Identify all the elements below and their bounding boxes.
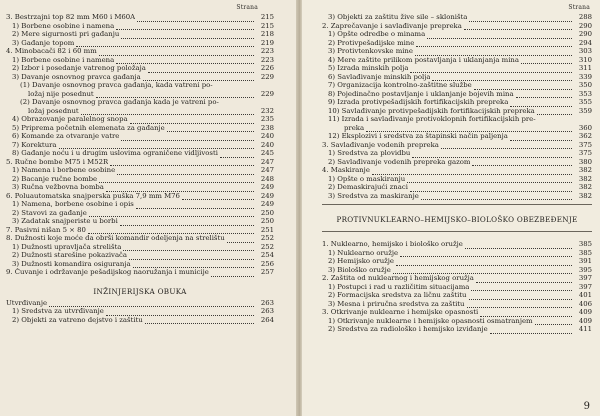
toc-entry-title: 2) Formacijska sredstva za ličnu zaštitu [328, 291, 467, 299]
leader-dots [59, 142, 254, 149]
toc-entry [6, 209, 274, 218]
toc-entry-title: 2) Savlađivanje vodenih prepreka gazom [328, 157, 471, 166]
section-title-nhb: PROTIVNUKLEARNO–HEMIJSKO–BIOLOŠKO OBEZBEĐENJE [336, 215, 578, 224]
leader-dots [472, 159, 572, 166]
toc-entry-title: 4) Obrazovanje paralelnog snopa [12, 115, 128, 123]
leader-dots [400, 250, 572, 257]
toc-entry-page: 257 [260, 268, 274, 276]
toc-entry-page: 290 [578, 21, 592, 30]
toc-entry [6, 299, 274, 308]
toc-entry-title: 2) Demaskirajući znaci [328, 183, 408, 191]
leader-dots [136, 201, 254, 208]
toc-entry-title: Utvrđivanje [6, 298, 48, 307]
toc-entry [322, 30, 592, 39]
toc-entry-page: 355 [578, 98, 592, 106]
toc-entry-page: 382 [578, 183, 592, 191]
toc-entry-page: 250 [260, 217, 274, 225]
toc-entry-page: 248 [260, 174, 274, 183]
leader-dots [88, 227, 254, 234]
toc-entry [6, 39, 274, 48]
toc-entry-page: 254 [260, 251, 274, 259]
toc-entry [6, 217, 274, 226]
toc-entry-title: 1) Postupci i rad u različitim situacijama [328, 282, 470, 291]
leader-dots [469, 292, 573, 299]
toc-entry-page: 249 [260, 200, 274, 208]
toc-entry-title: 3) Davanje osnovnog pravca gađanja [12, 72, 141, 81]
toc-entry [6, 107, 274, 116]
leader-dots [407, 176, 572, 183]
toc-entry [6, 13, 274, 22]
leader-dots [366, 125, 572, 132]
toc-entry-page: 359 [578, 106, 592, 115]
toc-entry [322, 257, 592, 266]
toc-entry [6, 47, 274, 56]
toc-entry-page: 310 [578, 55, 592, 64]
toc-entry-page: 303 [578, 47, 592, 55]
toc-entry-page: 288 [578, 13, 592, 21]
toc-entry-title: 10) Savlađivanje protivpešadijskih fortifikacijskih prepreka [328, 106, 535, 115]
leader-dots [123, 244, 254, 251]
leader-dots [516, 91, 572, 98]
toc-entry-page: 252 [260, 234, 274, 242]
toc-entry-title: ložaj posednut [28, 106, 79, 115]
toc-entry [6, 316, 274, 325]
toc-entry-page: 353 [578, 89, 592, 98]
leader-dots [49, 300, 254, 307]
leader-dots [510, 133, 572, 140]
toc-entry-title: 2) Stavovi za gađanje [12, 208, 87, 217]
toc-entry-page: 311 [578, 64, 592, 72]
section-title-inzinjerijska: INŽINJERIJSKA OBUKA [93, 286, 187, 296]
toc-entry-title: 1) Sredstva za plovidbu [328, 149, 411, 157]
toc-entry [6, 115, 274, 124]
toc-entry [322, 107, 592, 116]
toc-entry [322, 39, 592, 48]
toc-entry-page: 218 [260, 30, 274, 38]
leader-dots [471, 284, 572, 291]
toc-entry-title: 2) Bacanje ručne bombe [12, 174, 98, 183]
leader-dots [416, 40, 572, 47]
leader-dots [121, 31, 254, 38]
toc-entry [6, 158, 274, 167]
leader-dots [99, 176, 254, 183]
toc-entry-title: 12) Eksplozivi i sredstva za štapinski način paljenja [328, 132, 508, 140]
leader-dots [99, 48, 254, 55]
toc-entry [322, 124, 592, 133]
toc-entry [322, 166, 592, 175]
toc-entry-title: 1) Otkrivanje nuklearne i hemijske opasnosti osmatranjem [328, 316, 533, 325]
toc-entry [322, 90, 592, 99]
leader-dots [467, 301, 573, 308]
toc-entry-page: 382 [578, 191, 592, 200]
toc-entry-title: 8) Pojedinačno postavljanje i uklanjanje bojevih mina [328, 89, 514, 98]
toc-entry [322, 240, 592, 249]
leader-dots [96, 91, 254, 98]
toc-entry-title: 1) Opšte odredbe o minama [328, 30, 426, 38]
leader-dots [474, 82, 572, 89]
toc-entry-title: 3. Otkrivanje nuklearne i hemijske opasnosti [322, 308, 479, 316]
toc-entry-title: (1) Davanje osnovnog pravca gađanja, kada vatreni po- [20, 81, 213, 89]
toc-entry-page: 290 [578, 30, 592, 38]
toc-entry-page: 235 [260, 115, 274, 123]
toc-entry [322, 13, 592, 22]
toc-entry [6, 81, 274, 90]
toc-entry-page: 229 [260, 89, 274, 98]
toc-entry [6, 73, 274, 82]
leader-dots [427, 31, 572, 38]
toc-entry-title: 4. Minobacači 82 i 60 mm [6, 47, 97, 55]
toc-entry [6, 141, 274, 150]
toc-entry [6, 200, 274, 209]
toc-entry-title: 2) Izbor i posedanje vatrenog položaja [12, 64, 146, 72]
toc-entry-page: 375 [578, 140, 592, 149]
toc-entry-page: 215 [260, 21, 274, 30]
toc-entry-page: 382 [578, 166, 592, 174]
toc-entry-title: 7) Korektura [12, 140, 57, 149]
leader-dots [421, 193, 572, 200]
leader-dots [145, 317, 254, 324]
toc-entry-title: 5) Izrada minskih polja [328, 64, 409, 72]
toc-entry-title: 6. Poluautomatska snajperska puška 7,9 mm M76 [6, 191, 180, 200]
toc-entry [6, 243, 274, 252]
left-toc-list [6, 13, 274, 324]
toc-entry-title: (2) Davanje osnovnog pravca gađanja kada je vatreni po- [20, 98, 219, 106]
toc-entry-title: 5. Ručne bombe M75 i M52R [6, 157, 109, 166]
toc-entry-page: 362 [578, 132, 592, 140]
toc-entry-title: 1) Dužnosti upravljača strelišta [12, 242, 122, 251]
toc-entry [322, 274, 592, 283]
toc-entry-title: 3. Bestrzajni top 82 mm M60 i M60A [6, 13, 136, 21]
toc-entry-page: 401 [578, 291, 592, 299]
toc-entry [322, 175, 592, 184]
leader-dots [148, 65, 254, 72]
toc-entry-title: 2. Zaštita od nuklearnog i hemijskog oružja [322, 274, 474, 282]
toc-entry [322, 98, 592, 107]
toc-entry-title: 3) Biološko oružje [328, 265, 391, 274]
toc-entry-page: 247 [260, 166, 274, 174]
toc-entry [6, 251, 274, 260]
toc-entry-page: 223 [260, 55, 274, 64]
toc-entry [6, 175, 274, 184]
toc-entry [322, 141, 592, 150]
toc-entry [322, 183, 592, 192]
leader-dots [510, 99, 572, 106]
leader-dots [167, 125, 254, 132]
toc-entry-title: 1) Namena i borbene osobine [12, 166, 116, 174]
toc-entry-page: 219 [260, 38, 274, 47]
leader-dots [432, 74, 572, 81]
toc-entry-title: 1) Borbene osobine i namena [12, 21, 115, 30]
toc-entry [322, 73, 592, 82]
leader-dots [410, 65, 572, 72]
toc-entry-title: 2) Hemijsko oružje [328, 257, 394, 265]
toc-entry-page: 339 [578, 72, 592, 81]
toc-entry-page: 409 [578, 316, 592, 325]
toc-entry-page: 360 [578, 123, 592, 132]
toc-entry-page: 250 [260, 208, 274, 217]
toc-entry [6, 260, 274, 269]
toc-entry-title: 3) Ručna vežbovna bomba [12, 183, 104, 191]
toc-entry-page: 350 [578, 81, 592, 89]
leader-dots [89, 210, 254, 217]
toc-entry-title: preka [344, 123, 365, 132]
toc-entry-page: 247 [260, 157, 274, 166]
leader-dots [117, 167, 254, 174]
toc-entry [322, 266, 592, 275]
toc-entry-page: 294 [578, 38, 592, 47]
leader-dots [476, 275, 572, 282]
toc-entry-page: 395 [578, 265, 592, 274]
toc-entry-page: 252 [260, 242, 274, 251]
leader-dots [76, 40, 254, 47]
toc-entry [322, 149, 592, 158]
leader-dots [227, 235, 254, 242]
toc-entry-page: 385 [578, 248, 592, 257]
toc-entry-page: 263 [260, 307, 274, 315]
toc-entry [322, 249, 592, 258]
toc-entry [322, 64, 592, 73]
toc-entry [322, 325, 592, 334]
toc-entry-page: 256 [260, 259, 274, 268]
toc-entry [6, 268, 274, 277]
leader-dots [372, 167, 572, 174]
leader-dots [110, 159, 254, 166]
leader-dots [465, 241, 572, 248]
leader-dots [137, 14, 254, 21]
toc-entry-page: 226 [260, 64, 274, 72]
toc-entry-title: 5) Priprema početnih elemenata za gađanje [12, 123, 165, 132]
leader-dots [393, 267, 572, 274]
toc-entry-title: 3) Protivtenkovske mine [328, 47, 413, 55]
toc-entry-title: 1) Opšte o maskiranju [328, 174, 406, 183]
leader-dots [129, 252, 254, 259]
toc-entry-title: 8. Dužnosti koje moće da obrši komandir odeljenja na strelištu [6, 234, 225, 242]
toc-entry-page: 238 [260, 123, 274, 132]
leader-dots [521, 57, 572, 64]
leader-dots [182, 193, 254, 200]
toc-entry-page: 382 [578, 174, 592, 183]
toc-entry-title: 2) Protivpešadijske mine [328, 38, 415, 47]
toc-entry [322, 300, 592, 309]
toc-entry-title: 1. Nuklearno, hemijsko i biološko oružje [322, 240, 463, 248]
strana-label: Strana [236, 4, 258, 11]
toc-entry-page: 409 [578, 308, 592, 316]
toc-entry-title: ložaj nije posednut [28, 89, 94, 98]
toc-entry [6, 149, 274, 158]
leader-dots [120, 218, 254, 225]
toc-entry-page: 406 [578, 299, 592, 308]
toc-entry-title: 7. Pasivni nišan 5 × 80 [6, 225, 86, 234]
leader-dots [464, 23, 572, 30]
toc-entry-title: 6) Komande za otvaranje vatre [12, 132, 120, 140]
leader-dots [106, 184, 254, 191]
toc-entry-page: 375 [578, 149, 592, 157]
toc-entry-title: 2) Dužnosti starešine pokazivača [12, 251, 128, 259]
toc-entry [322, 22, 592, 31]
right-page [302, 0, 600, 416]
toc-entry-page: 249 [260, 191, 274, 200]
leader-dots [81, 108, 254, 115]
toc-entry-title: 2) Sredstva za radiološko i hemijsko izviđanje [328, 325, 488, 333]
toc-entry-title: 3) Dužnosti komandira osiguranja [12, 259, 131, 268]
leader-dots [415, 48, 572, 55]
leader-dots [410, 184, 572, 191]
toc-entry [322, 47, 592, 56]
toc-entry-title: 2) Mere sigurnosti pri gađanju [12, 30, 120, 38]
toc-entry [322, 81, 592, 90]
leader-dots [143, 74, 254, 81]
toc-entry-title: 3) Zadatak snajperiste u borbi [12, 217, 118, 225]
toc-entry [322, 115, 592, 124]
toc-entry-title: 6) Savlađivanje minskih polja [328, 72, 431, 81]
toc-entry-page: 245 [260, 149, 274, 157]
toc-entry-page: 229 [260, 72, 274, 81]
toc-entry-title: 4) Mere zaštite prilikom postavljanja i uklanjanja mina [328, 55, 519, 64]
toc-entry-page: 385 [578, 240, 592, 248]
left-page [0, 0, 298, 416]
toc-entry [322, 291, 592, 300]
leader-dots [116, 23, 254, 30]
leader-dots [490, 326, 572, 333]
toc-entry [6, 234, 274, 243]
toc-entry [6, 64, 274, 73]
toc-entry [6, 183, 274, 192]
toc-entry-title: 4. Maskiranje [322, 166, 370, 174]
leader-dots [133, 261, 254, 268]
toc-entry [322, 192, 592, 201]
toc-entry-page: 223 [260, 47, 274, 55]
toc-entry-title: 9) Izrada protivpešadijskih fortifikacijskih prepreka [328, 98, 509, 106]
toc-entry [322, 158, 592, 167]
toc-entry [6, 124, 274, 133]
toc-entry-page: 251 [260, 225, 274, 234]
toc-entry-title: 1) Namena, borbene osobine i opis [12, 200, 134, 208]
toc-entry-page: 411 [578, 325, 592, 333]
toc-entry [6, 132, 274, 141]
toc-entry-title: 3) Sredstva za maskiranje [328, 191, 419, 200]
leader-dots [396, 258, 572, 265]
toc-entry-title: 8) Gađanje noću i u drugim uslovima ograničene vidljivosti [12, 149, 218, 157]
toc-entry-page: 240 [260, 140, 274, 149]
toc-entry-title: 11) Izrada i savlađivanje protivoklopnih fortifikacijskih pre- [328, 115, 536, 123]
toc-entry [322, 308, 592, 317]
toc-entry [322, 132, 592, 141]
toc-entry [6, 307, 274, 316]
toc-entry-page: 215 [260, 13, 274, 21]
toc-entry-title: 2) Objekti za vatreno dejstvo i zaštitu [12, 315, 143, 324]
toc-entry-title: 2. Zaprečavanje i savlađivanje prepreka [322, 21, 462, 30]
toc-entry [6, 98, 274, 107]
toc-entry-page: 397 [578, 274, 592, 282]
page-number: 9 [583, 401, 590, 412]
toc-entry-title: 9. Čuvanje i održavanje pešadijskog naoružanja i municije [6, 268, 209, 276]
toc-entry-page: 232 [260, 106, 274, 115]
leader-dots [441, 142, 572, 149]
leader-dots [121, 133, 254, 140]
leader-dots [412, 150, 572, 157]
toc-entry-title: 3) Gađanje topom [12, 38, 75, 47]
toc-entry [6, 90, 274, 99]
leader-dots [537, 108, 572, 115]
toc-entry-page: 249 [260, 183, 274, 191]
toc-entry-page: 380 [578, 157, 592, 166]
leader-dots [106, 308, 254, 315]
toc-entry-title: 3) Objekti za zaštitu žive sile – skloništa [328, 13, 468, 21]
toc-entry-title: 7) Organizacija kontrolno-zaštitne službe [328, 81, 472, 89]
toc-entry-title: 1) Nuklearno oružje [328, 248, 399, 257]
leader-dots [535, 318, 572, 325]
toc-entry [6, 226, 274, 235]
toc-entry [6, 30, 274, 39]
toc-entry [322, 283, 592, 292]
leader-dots [211, 269, 254, 276]
toc-entry [6, 192, 274, 201]
leader-dots [130, 116, 254, 123]
toc-entry-page: 240 [260, 132, 274, 140]
toc-entry-page: 264 [260, 315, 274, 324]
leader-dots [469, 14, 572, 21]
leader-dots [220, 150, 254, 157]
strana-label: Strana [568, 4, 590, 11]
toc-entry-page: 391 [578, 257, 592, 265]
toc-entry [6, 166, 274, 175]
toc-entry [322, 317, 592, 326]
leader-dots [480, 309, 572, 316]
toc-entry [6, 56, 274, 65]
toc-entry-page: 397 [578, 282, 592, 291]
leader-dots [116, 57, 254, 64]
toc-entry [6, 22, 274, 31]
toc-entry-title: 3. Savlađivanje vodenih prepreka [322, 140, 439, 149]
toc-entry-title: 3) Mesna i priručna sredstva za zaštitu [328, 299, 465, 308]
toc-entry-title: 1) Sredstva za utvrđivanje [12, 307, 104, 315]
toc-entry [322, 56, 592, 65]
right-toc-list [322, 13, 592, 334]
toc-entry-title: 1) Borbene osobine i namena [12, 55, 115, 64]
toc-entry-page: 263 [260, 298, 274, 307]
